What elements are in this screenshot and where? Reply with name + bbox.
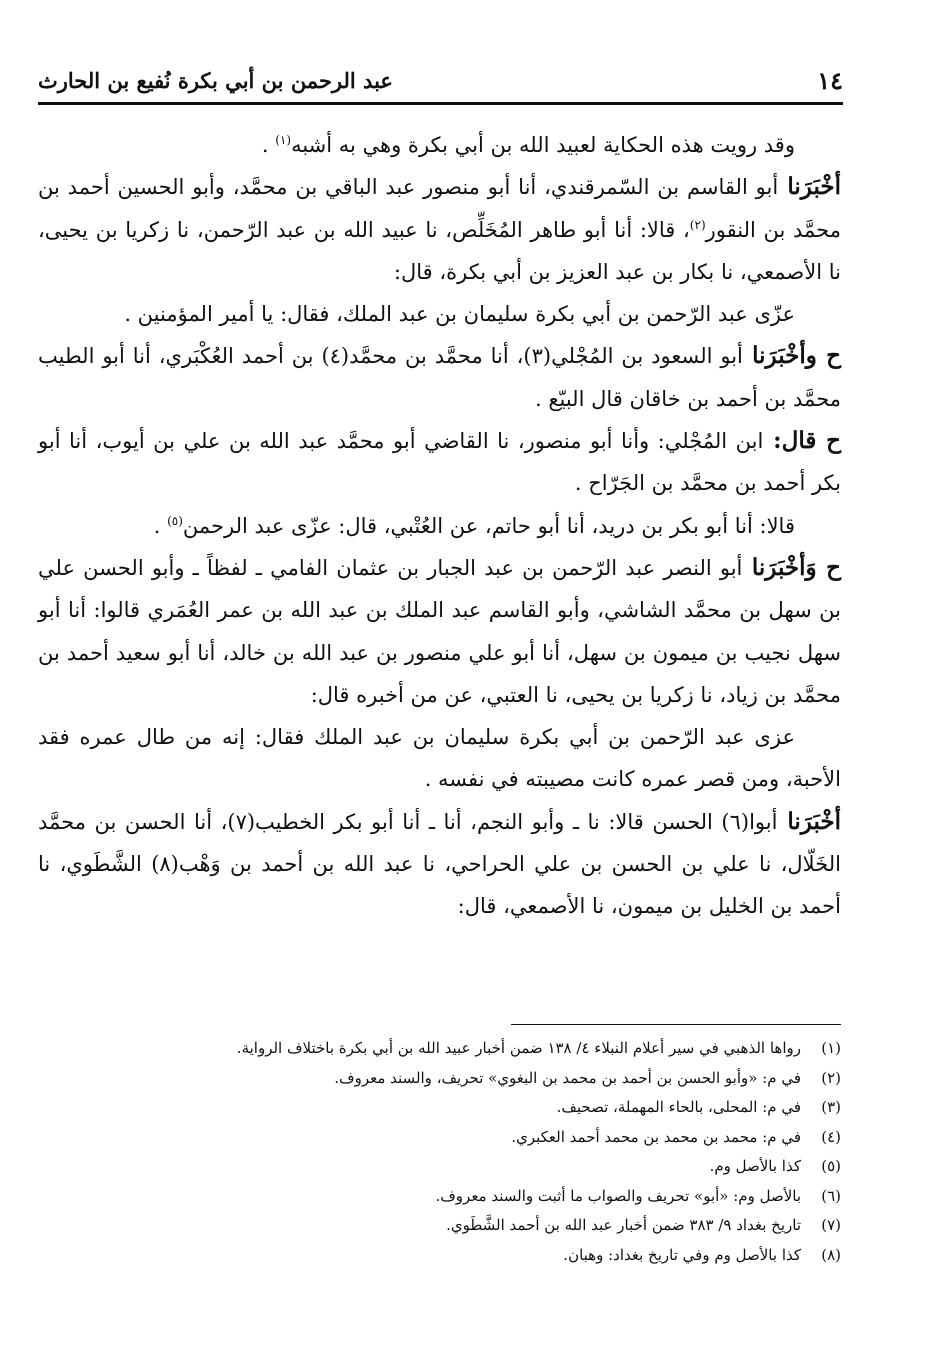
- paragraph: [38, 420, 841, 505]
- paragraph: [38, 293, 841, 335]
- paragraph-text: أبوا(٦) الحسن قالا: نا ـ وأبو النجم، أنا ـ أنا أبو بكر الخطيب(٧)، أنا الحسن بن محمَّد الخَلّال، نا علي بن الحسن بن علي الحراحي، نا عبد الله بن أحمد بن وَهْب(٨) الشَّطَوي، نا أحمد بن الخليل بن ميمون، نا الأصمعي، قال:: [38, 809, 841, 919]
- page-header: [38, 60, 843, 100]
- footnote-ref: (٢): [689, 217, 706, 232]
- footnote-number: (٤): [821, 1127, 841, 1146]
- paragraph-tail: .: [261, 133, 276, 157]
- footnotes: [38, 1034, 841, 1270]
- footnote-number: (٣): [821, 1098, 841, 1116]
- footnote-text: بالأصل وم: «أبو» تحريف والصواب ما أثبت والسند معروف.: [435, 1186, 801, 1205]
- paragraph: [38, 801, 841, 928]
- footnote: [38, 1034, 841, 1064]
- paragraph-text: وقد رويت هذه الحكاية لعبيد الله بن أبي بكرة وهي به أشبه: [291, 133, 795, 157]
- footnote: [38, 1182, 841, 1212]
- footnote-rule: [511, 1024, 841, 1025]
- running-title: عبد الرحمن بن أبي بكرة نُفيع بن الحارث: [38, 67, 393, 93]
- paragraph-text: قالا: أنا أبو بكر بن دريد، أنا أبو حاتم، عن العُتْبي، قال: عزّى عبد الرحمن: [182, 513, 795, 538]
- isnad-keyword: ح وأخْبَرَنا: [742, 342, 841, 370]
- footnote-text: في م: محمد بن محمد بن محمد أحمد العكبري.: [511, 1127, 801, 1146]
- paragraph-text: أبو السعود بن المُجْلي(٣)، أنا محمَّد بن محمَّد(٤) بن أحمد العُكْبَري، أنا أبو الطيب محمَّد بن أحمد بن خاقان قال البيّع .: [38, 344, 841, 411]
- footnote: [38, 1093, 841, 1123]
- footnote-ref: (٥): [167, 513, 183, 528]
- footnote-number: (٨): [821, 1245, 841, 1264]
- paragraph-text: أبو القاسم بن السّمرقندي، أنا أبو منصور عبد الباقي بن محمَّد، وأبو الحسين أحمد بن محمَّد بن النقور: [38, 175, 841, 242]
- footnote: [38, 1241, 841, 1271]
- footnote-number: (٦): [821, 1186, 841, 1205]
- paragraph-text: ابن المُجْلي: وأنا أبو منصور، نا القاضي أبو محمَّد عبد الله بن علي بن أيوب، أنا أبو بكر أحمد بن محمَّد بن الجَرّاح .: [38, 429, 841, 496]
- footnote: [38, 1064, 841, 1094]
- isnad-keyword: أخْبَرَنا: [778, 173, 842, 201]
- footnote-text: كذا بالأصل وم وفي تاريخ بغداد: وهبان.: [563, 1245, 801, 1264]
- paragraph: [38, 716, 841, 801]
- paragraph: [38, 124, 841, 166]
- footnote-number: (٢): [821, 1068, 841, 1087]
- footnote-number: (١): [821, 1039, 841, 1057]
- paragraph: [38, 335, 841, 420]
- footnote-ref: (١): [275, 133, 292, 147]
- footnote-text: كذا بالأصل وم.: [709, 1157, 801, 1175]
- paragraph: [38, 505, 841, 547]
- paragraph-text: عزى عبد الرّحمن بن أبي بكرة سليمان بن عبد الملك فقال: إنه من طال عمره فقد الأحبة، ومن قصر عمره كانت مصيبته في نفسه .: [38, 725, 841, 792]
- paragraph-tail: ، قالا: أنا أبو طاهر المُخَلِّص، نا عبيد الله بن عبد الرّحمن، نا زكريا بن يحيى، نا الأصمعي، نا بكار بن عبد العزيز بن أبي بكرة، قال:: [38, 217, 841, 284]
- footnote-text: في م: «وأبو الحسن بن أحمد بن محمد بن البغوي» تحريف، والسند معروف.: [334, 1068, 801, 1087]
- isnad-keyword: ح وَأخْبَرَنا: [742, 553, 841, 581]
- footnote-text: في م: المحلى، بالحاء المهملة، تصحيف.: [556, 1098, 801, 1116]
- isnad-keyword: أخْبَرَنا: [777, 807, 841, 835]
- footnote-number: (٥): [821, 1157, 841, 1175]
- footnote-text: تاريخ بغداد ٩/ ٣٨٣ ضمن أخبار عبد الله بن أحمد الشَّطَوي.: [446, 1216, 801, 1234]
- paragraph-text: عزّى عبد الرّحمن بن أبي بكرة سليمان بن عبد الملك، فقال: يا أمير المؤمنين .: [124, 302, 795, 327]
- footnote-text: رواها الذهبي في سير أعلام النبلاء ٤/ ١٣٨ ضمن أخبار عبيد الله بن أبي بكرة باختلاف الرواية.: [236, 1039, 801, 1057]
- footnote: [38, 1211, 841, 1241]
- footnote: [38, 1123, 841, 1153]
- header-rule: [38, 102, 843, 105]
- paragraph-tail: .: [153, 513, 168, 538]
- paragraph: [38, 166, 841, 293]
- footnote: [38, 1152, 841, 1182]
- paragraph-text: أبو النصر عبد الرّحمن بن عبد الجبار بن عثمان الفامي ـ لفظاً ـ وأبو الحسن علي بن سهل بن محمَّد الشاشي، وأبو القاسم عبد الملك بن عبد الله بن عمر العُمَري قالوا: أنا أبو سهل نجيب بن ميمون بن سهل، أنا أبو علي منصور بن عبد الله بن خالد، أنا أبو سعيد أحمد بن محمَّد بن زياد، نا زكريا بن يحيى، نا العتبي، عن من أخبره قال:: [38, 555, 841, 707]
- footnote-number: (٧): [821, 1216, 841, 1234]
- page-number: ١٤: [817, 65, 843, 95]
- isnad-keyword: ح قال:: [763, 427, 841, 455]
- paragraph: [38, 547, 841, 716]
- main-text: [38, 124, 841, 928]
